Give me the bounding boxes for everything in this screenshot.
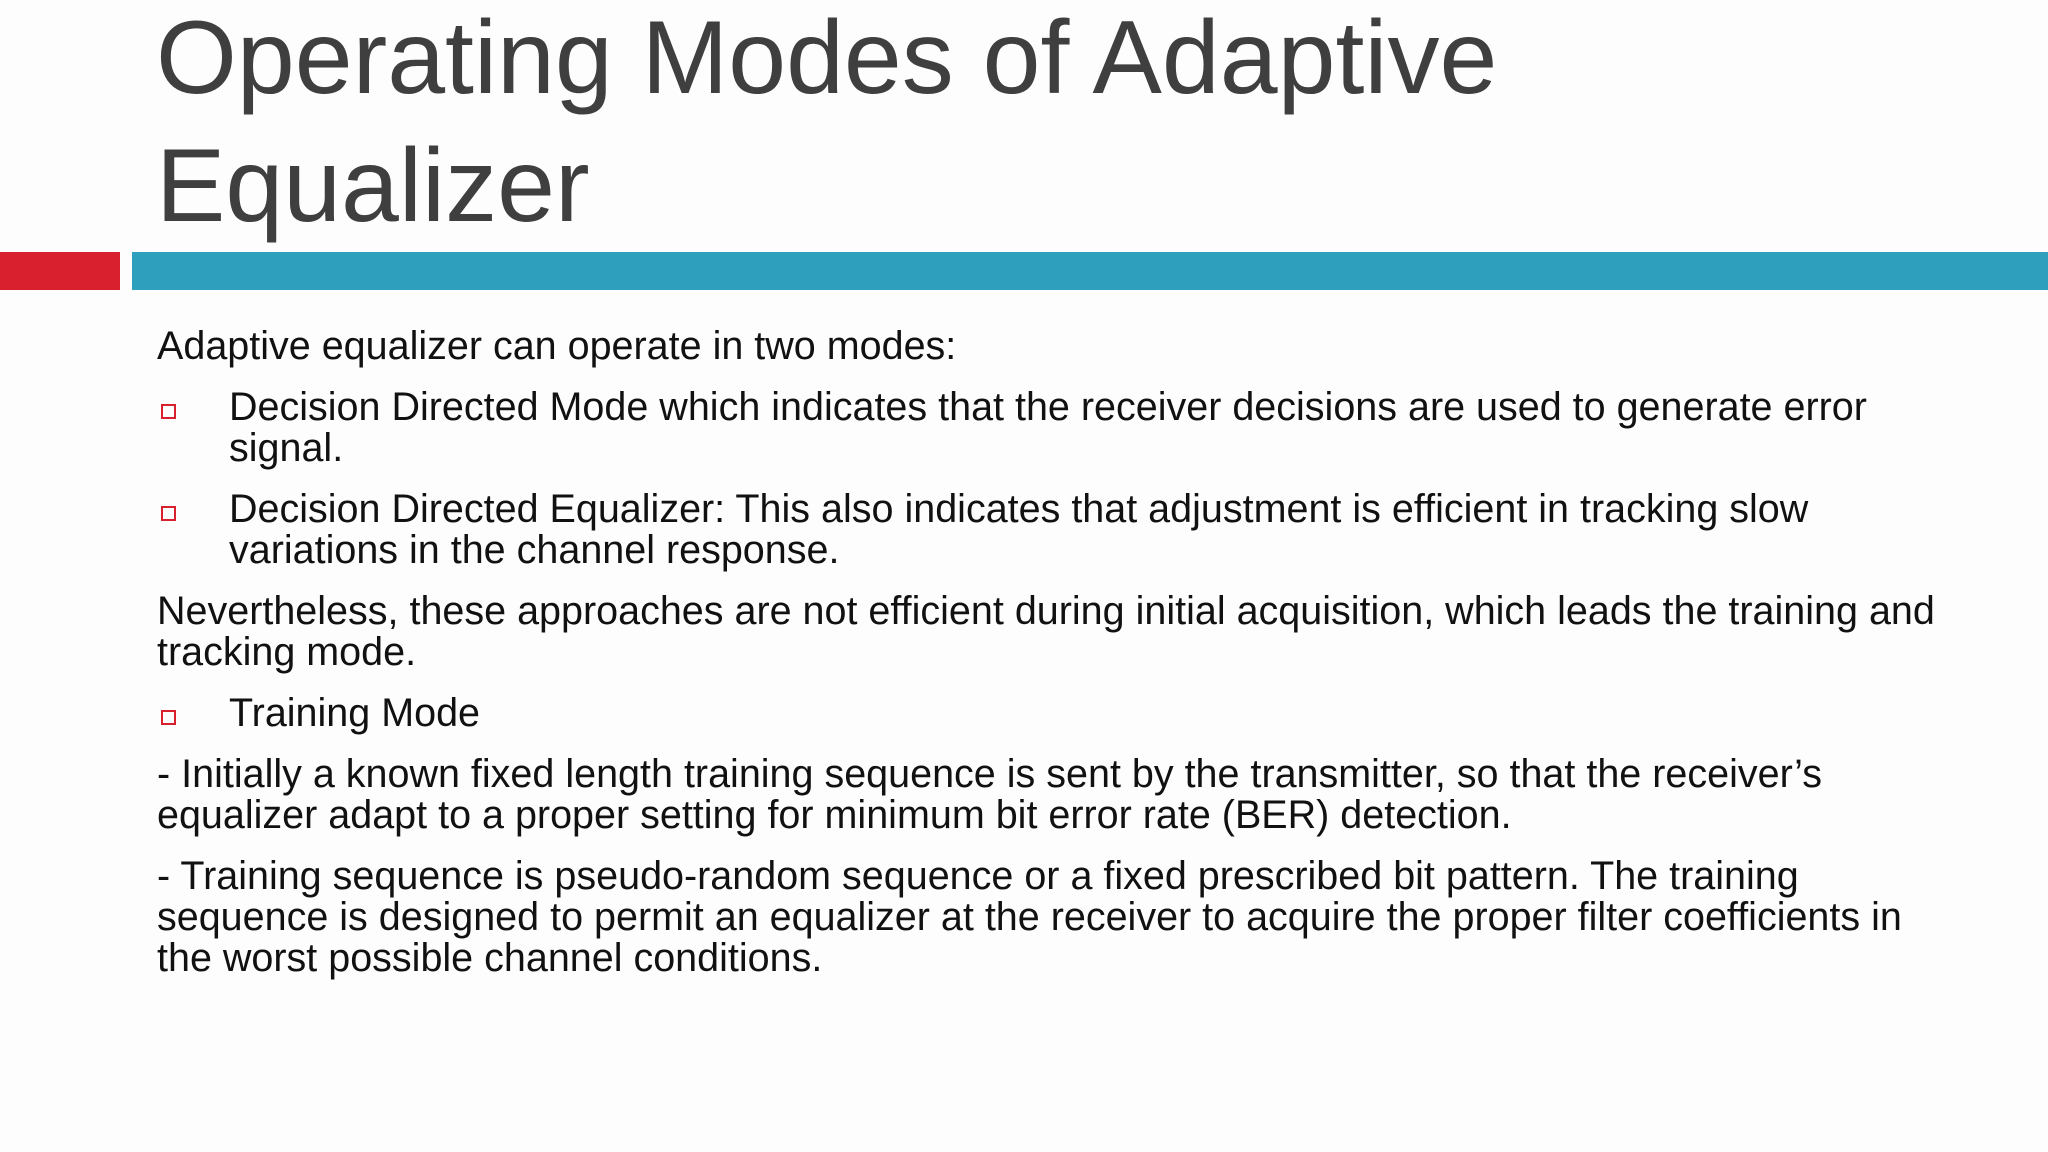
training-point-2: - Training sequence is pseudo-random sequence or a fixed prescribed bit pattern. The training sequence is designed to permit an equalizer at the receiver to acquire the proper filter coefficients in the worst possible channel conditions. bbox=[157, 854, 1902, 980]
nevertheless-paragraph: Nevertheless, these approaches are not efficient during initial acquisition, which leads the training and tracking mode. bbox=[157, 589, 1935, 674]
bullet-text: Decision Directed Mode which indicates that the receiver decisions are used to generate error signal. bbox=[229, 385, 1867, 470]
square-bullet-icon bbox=[161, 710, 176, 725]
training-point-1: - Initially a known fixed length training sequence is sent by the transmitter, so that the receiver’s equalizer adapt to a proper setting for minimum bit error rate (BER) detection. bbox=[157, 752, 1822, 837]
accent-bar-teal bbox=[132, 252, 2048, 290]
bullet-decision-directed-mode bbox=[157, 387, 1957, 469]
slide-body bbox=[157, 326, 1957, 999]
bullet-text: Decision Directed Equalizer: This also indicates that adjustment is efficient in tracking slow variations in the channel response. bbox=[229, 487, 1809, 572]
bullet-text: Training Mode bbox=[229, 691, 481, 735]
accent-bar-red bbox=[0, 252, 120, 290]
slide-title: Operating Modes of Adaptive Equalizer bbox=[156, 0, 1498, 244]
square-bullet-icon bbox=[161, 404, 176, 419]
intro-paragraph: Adaptive equalizer can operate in two modes: bbox=[157, 324, 957, 368]
square-bullet-icon bbox=[161, 506, 176, 521]
bullet-training-mode bbox=[157, 693, 1957, 734]
bullet-decision-directed-equalizer bbox=[157, 489, 1957, 571]
